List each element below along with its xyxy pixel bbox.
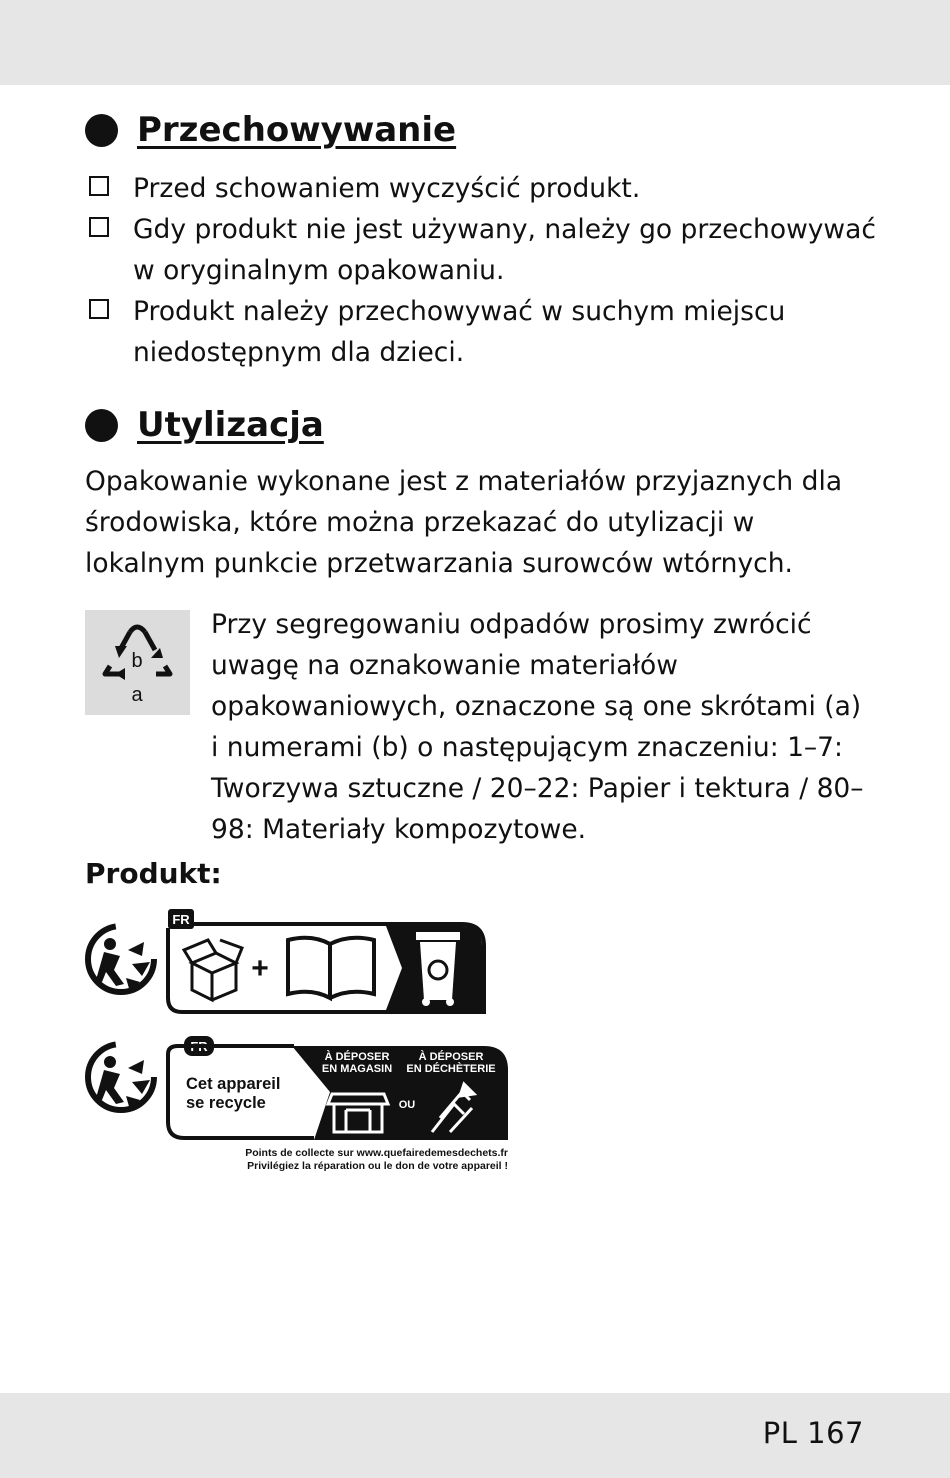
top-band <box>0 0 950 85</box>
heading-bullet <box>85 409 118 442</box>
storage-checklist <box>89 168 879 373</box>
dump-label-line2: EN DÉCHÈTERIE <box>406 1063 496 1075</box>
checkbox-icon <box>89 176 109 196</box>
product-label: Produkt: <box>85 857 222 890</box>
box-icon <box>184 940 242 1000</box>
book-icon <box>288 938 374 998</box>
checkbox-icon <box>89 299 109 319</box>
footnote-line1: Points de collecte sur www.quefairedemesdechets.fr <box>245 1147 508 1159</box>
appliance-title-line1: Cet appareil <box>186 1075 281 1093</box>
plus-sign: + <box>251 952 269 985</box>
storage-item-text: Gdy produkt nie jest używany, należy go przechowywać w oryginalnym opakowaniu. <box>133 214 876 286</box>
recycling-symbol-box <box>85 610 190 715</box>
disposal-heading <box>85 405 324 445</box>
storage-heading-text: Przechowywanie <box>137 110 457 150</box>
checkbox-icon <box>89 217 109 237</box>
dump-label-line1: À DÉPOSER <box>418 1051 484 1063</box>
disposal-heading-text: Utylizacja <box>137 405 324 445</box>
triman-icon <box>84 1040 158 1114</box>
recycle-below-letter: a <box>131 684 143 706</box>
fr-badge: FR <box>190 1039 208 1054</box>
fr-badge: FR <box>172 912 190 927</box>
appliance-title-line2: se recycle <box>186 1094 266 1112</box>
storage-item-text: Przed schowaniem wyczyścić produkt. <box>133 173 641 204</box>
page-number: PL 167 <box>762 1416 864 1450</box>
store-label-line1: À DÉPOSER <box>324 1051 390 1063</box>
recycling-triangle-icon <box>85 610 190 715</box>
storage-heading <box>85 110 456 150</box>
recycle-paragraph: Przy segregowaniu odpadów prosimy zwrócić uwagę na oznakowanie materiałów opakowaniowych, oznaczone są one skrótami (a) i numerami (b) o następującym znaczeniu: 1–7: Tworzywa sztuczne / 20–22: Papier i tektura / 80–98: Materiały kompozytowe. <box>211 609 864 845</box>
triman-icon <box>84 922 158 996</box>
storage-item <box>89 291 879 373</box>
disposal-paragraph: Opakowanie wykonane jest z materiałów przyjaznych dla środowiska, które można przekazać do utylizacji w lokalnym punkcie przetwarzania surowców wtórnych. <box>85 466 843 579</box>
info-tri-logo-2 <box>164 1034 514 1174</box>
store-label-line2: EN MAGASIN <box>321 1063 393 1075</box>
storage-item-text: Produkt należy przechowywać w suchym miejscu niedostępnym dla dzieci. <box>133 296 786 368</box>
recycle-inner-letter: b <box>131 650 143 672</box>
heading-bullet <box>85 114 118 147</box>
storage-item <box>89 168 879 209</box>
or-label: OU <box>398 1099 416 1111</box>
footnote-line2: Privilégiez la réparation ou le don de votre appareil ! <box>247 1160 508 1172</box>
storage-item <box>89 209 879 291</box>
info-tri-logo-1 <box>164 908 488 1016</box>
